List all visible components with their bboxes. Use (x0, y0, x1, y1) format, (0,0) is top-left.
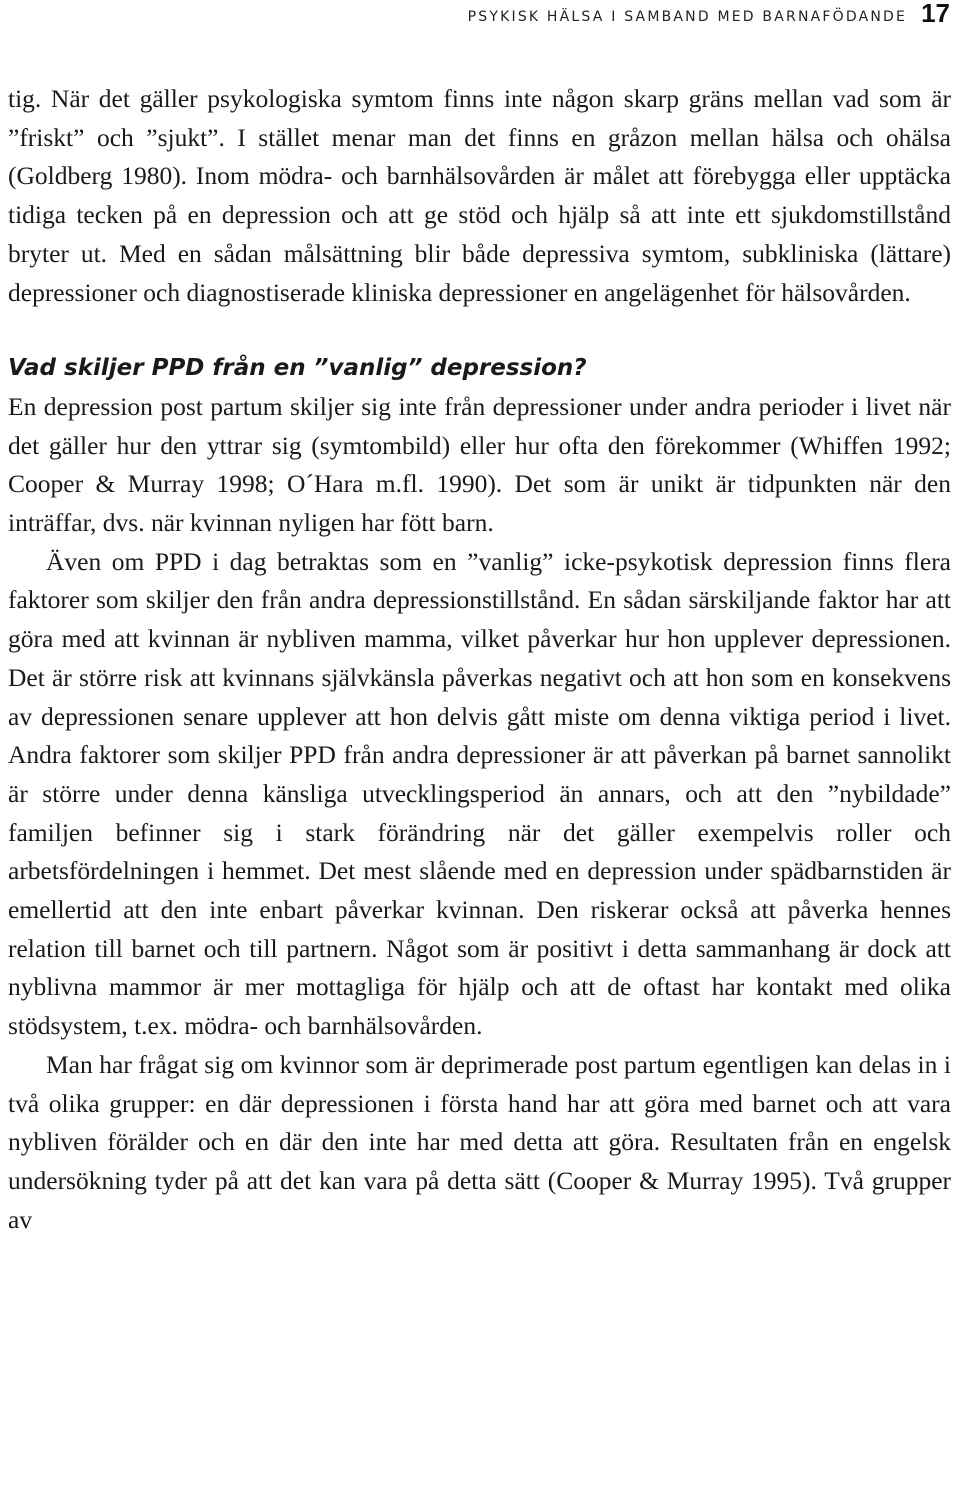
running-title: PSYKISK HÄLSA I SAMBAND MED BARNAFÖDANDE (467, 9, 908, 25)
paragraph: Även om PPD i dag betraktas som en ”vanlig” icke-psykotisk depression finns flera faktorer som skiljer den från andra depressionstillstånd. En sådan särskiljande faktor har att göra med att kvinnan är nybliven mamma, vilket påverkar hur hon upplever depressionen. Det är större risk att kvinnans självkänsla påverkas negativt och att hon som en konsekvens av depressionen senare upplever att hon delvis gått miste om denna viktiga period i livet. Andra faktorer som skiljer PPD från andra depressioner är att påverkan på barnet sannolikt är större under denna känsliga utvecklingsperiod än annars, och att den ”nybildade” familjen befinner sig i stark förändring när det gäller exempelvis roller och arbetsfördelningen i hemmet. Det mest slående med en depression under spädbarnstiden är emellertid att den inte enbart påverkar kvinnan. Den riskerar också att påverka hennes relation till barnet och till partnern. Något som är positivt i detta sammanhang är dock att nyblivna mammor är mer mottagliga för hjälp och att de oftast har kontakt med olika stödsystem, t.ex. mödra- och barnhälsovården. (8, 546, 951, 1041)
section-heading: Vad skiljer PPD från en ”vanlig” depression? (8, 355, 587, 382)
running-header (468, 0, 950, 34)
paragraph: Man har frågat sig om kvinnor som är deprimerade post partum egentligen kan delas in i två olika grupper: en där depressionen i första hand har att göra med barnet och att vara nybliven förälder och en där den inte har med detta att göra. Resultaten från en engelsk undersökning tyder på att det kan vara på detta sätt (Cooper & Murray 1995). Två grupper av (8, 1049, 951, 1234)
paragraph: tig. När det gäller psykologiska symtom finns inte någon skarp gräns mellan vad som är ”friskt” och ”sjukt”. I stället menar man det finns en gråzon mellan hälsa och ohälsa (Goldberg 1980). Inom mödra- och barnhälsovården är målet att förebygga eller upptäcka tidiga tecken på en depression och att ge stöd och hjälp så att inte ett sjukdomstillstånd bryter ut. Med en sådan målsättning blir både depressiva symtom, subkliniska (lättare) depressioner och diagnostiserade kliniska depressioner en angelägenhet för hälsovården. (8, 84, 951, 307)
page-number: 17 (921, 0, 950, 28)
paragraph: En depression post partum skiljer sig inte från depressioner under andra perioder i livet när det gäller hur den yttrar sig (symtombild) eller hur ofta den förekommer (Whiffen 1992; Cooper & Murray 1998; O´Hara m.fl. 1990). Det som är unikt är tidpunkten när den inträffar, dvs. när kvinnan nyligen har fött barn. (8, 391, 951, 538)
body-text (8, 80, 951, 1239)
